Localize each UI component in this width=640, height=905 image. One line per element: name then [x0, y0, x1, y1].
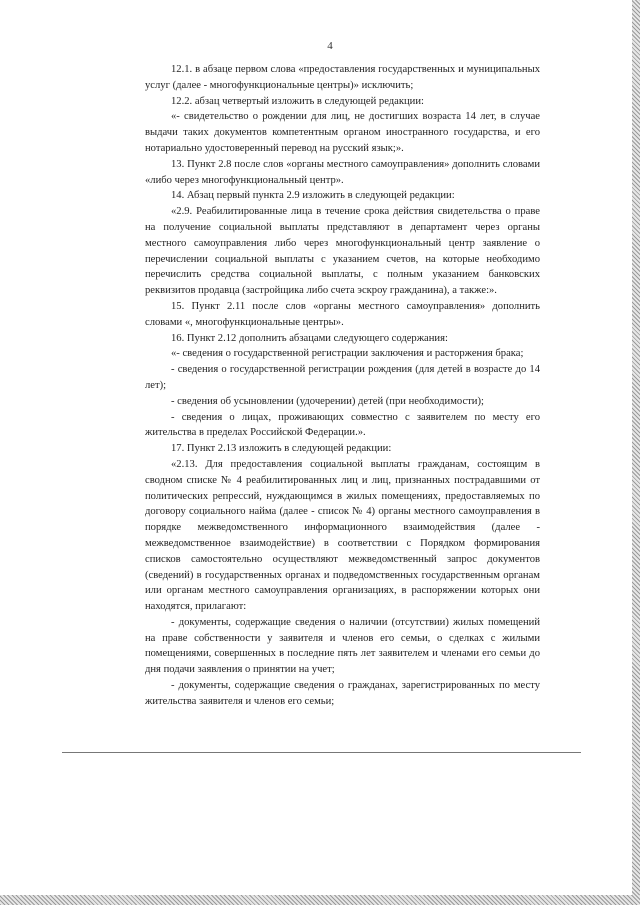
page-number: 4 [327, 40, 333, 52]
paragraph-16-item-4: - сведения о лицах, проживающих совместно с заявителем по месту его жительства в пределах Российской Федерации.». [145, 411, 540, 439]
paragraph-12-1: 12.1. в абзаце первом слова «предоставления государственных и муниципальных услуг (далее - многофункциональные центры)» исключить; [145, 64, 540, 91]
paragraph-16-item-2: - сведения о государственной регистрации рождения (для детей в возрасте до 14 лет); [145, 364, 540, 391]
paragraph-12-2-text: «- свидетельство о рождении для лиц, не достигших возраста 14 лет, в случае выдачи таких документов компетентным органом иностранного государства, и его нотариально удостоверенный перевод на русский язык;». [145, 111, 540, 154]
paragraph-16: 16. Пункт 2.12 дополнить абзацами следующего содержания: [171, 332, 448, 344]
footer-divider [62, 752, 581, 753]
paragraph-17-item-1: - документы, содержащие сведения о наличии (отсутствии) жилых помещений на праве собственности у заявителя и членов его семьи, о сделках с жилыми помещениями, совершенных в последние пять лет заявителем и членами его семьи до дня подачи заявления о принятии на учет; [145, 616, 540, 676]
scan-edge-right [632, 0, 640, 905]
document-body [145, 62, 540, 710]
paragraph-16-item-3: - сведения об усыновлении (удочерении) детей (при необходимости); [171, 395, 484, 407]
paragraph-17-text: «2.13. Для предоставления социальной выплаты гражданам, состоящим в сводном списке № 4 реабилитированных лиц и лиц, признанных пострадавшими от политических репрессий, нуждающимся в жилых помещениях, предоставляемых по договору социального найма (далее - список № 4) органы местного самоуправления в порядке межведомственного информационного взаимодействия (далее - межведомственное взаимодействие) в соответствии с Порядком формирования списков самостоятельно осуществляют межведомственный запрос документов (сведений) в государственных органах и подведомственных государственным органам или органам местного самоуправления организациях, в распоряжении которых они находятся, прилагают: [145, 458, 540, 613]
paragraph-15: 15. Пункт 2.11 после слов «органы местного самоуправления» дополнить словами «, многофункциональные центры». [145, 300, 540, 328]
paragraph-17-item-2: - документы, содержащие сведения о гражданах, зарегистрированных по месту жительства заявителя и членов его семьи; [145, 680, 540, 707]
scan-edge-bottom [0, 895, 640, 905]
paragraph-17: 17. Пункт 2.13 изложить в следующей редакции: [171, 443, 392, 455]
paragraph-16-item-1: «- сведения о государственной регистрации заключения и расторжения брака; [171, 348, 524, 360]
paragraph-14-text: «2.9. Реабилитированные лица в течение срока действия свидетельства о праве на получение социальной выплаты представляют в департамент через органы местного самоуправления либо через многофункциональный центр заявление о перечислении социальной выплаты с указанием счетов, на которые необходимо перечислить средства социальной выплаты, с полным указанием банковских реквизитов продавца (застройщика либо счета эскроу гражданина), а также:». [145, 206, 540, 297]
paragraph-12-2: 12.2. абзац четвертый изложить в следующей редакции: [171, 95, 424, 107]
paragraph-14: 14. Абзац первый пункта 2.9 изложить в следующей редакции: [171, 190, 455, 202]
paragraph-13: 13. Пункт 2.8 после слов «органы местного самоуправления» дополнить словами «либо через многофункциональный центр». [145, 158, 540, 186]
